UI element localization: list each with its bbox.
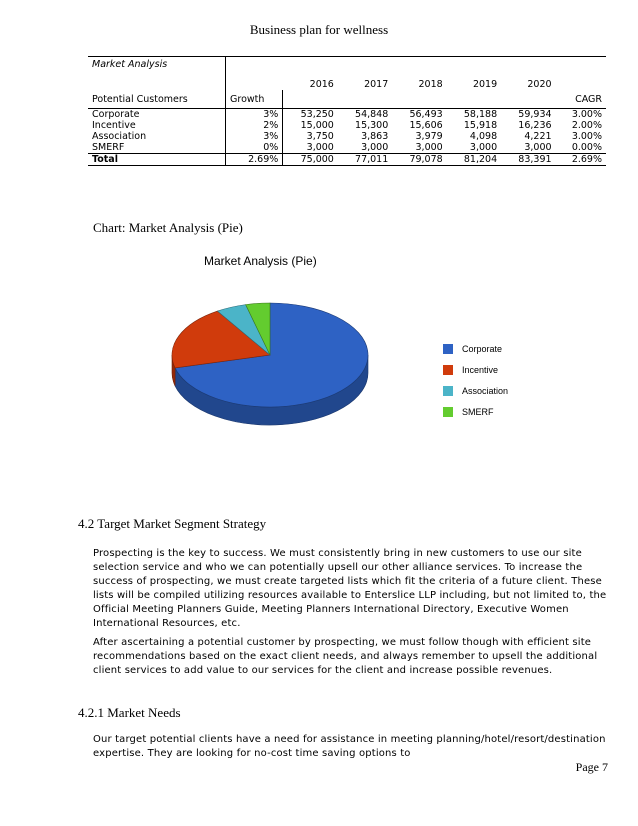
paragraph: After ascertaining a potential customer by prospecting, we must follow though with efficient site recommendations based on the exact client needs, and always remember to upsell the additional client services to add value to our services for the client and increase possible revenues. xyxy=(93,637,598,676)
row-value: 3,000 xyxy=(469,142,498,153)
legend-item xyxy=(443,359,508,380)
table-row xyxy=(88,109,606,121)
table-title: Market Analysis xyxy=(88,57,226,74)
total-growth: 2.69% xyxy=(226,154,283,166)
table-row xyxy=(88,131,606,142)
year-header: 2017 xyxy=(364,79,389,90)
row-value: 53,250 xyxy=(283,109,338,121)
row-value: 15,000 xyxy=(283,120,338,131)
table-total-row xyxy=(88,154,606,166)
legend-label: Corporate xyxy=(462,343,503,354)
row-value: 59,934 xyxy=(518,109,552,120)
total-value: 81,204 xyxy=(447,154,501,166)
row-cagr: 0.00% xyxy=(571,142,602,153)
row-growth: 3% xyxy=(226,131,283,142)
page-header-title: Business plan for wellness xyxy=(249,22,389,37)
row-value: 15,606 xyxy=(409,120,443,131)
year-header: 2016 xyxy=(309,79,334,90)
row-value: 4,098 xyxy=(469,131,498,142)
row-value: 15,300 xyxy=(355,120,389,131)
row-growth: 2% xyxy=(226,120,283,131)
total-label: Total xyxy=(88,154,226,166)
row-growth: 0% xyxy=(226,142,283,154)
total-value: 83,391 xyxy=(501,154,555,166)
row-value: 3,979 xyxy=(415,131,443,142)
row-value: 3,000 xyxy=(361,142,389,153)
col-cagr: CAGR xyxy=(556,90,606,109)
legend-swatch xyxy=(443,407,453,417)
total-value: 75,000 xyxy=(283,154,338,166)
chart-title: Market Analysis (Pie) xyxy=(204,254,317,268)
market-analysis-table xyxy=(88,56,606,166)
row-value: 3,750 xyxy=(283,131,338,142)
row-name: SMERF xyxy=(92,142,125,153)
total-value: 79,078 xyxy=(392,154,446,166)
table-row xyxy=(88,142,606,154)
row-cagr: 3.00% xyxy=(571,131,602,142)
row-value: 3,000 xyxy=(415,142,443,153)
legend-label: SMERF xyxy=(462,406,494,417)
section-heading-4-2-1: 4.2.1 Market Needs xyxy=(78,705,181,720)
row-cagr: 2.00% xyxy=(571,120,602,131)
row-value: 54,848 xyxy=(355,109,389,120)
pie-chart xyxy=(160,290,420,460)
year-header: 2020 xyxy=(527,79,552,90)
col-growth: Growth xyxy=(226,90,283,109)
row-value: 58,188 xyxy=(463,109,498,120)
legend-swatch xyxy=(443,344,453,354)
row-value: 15,918 xyxy=(463,120,498,131)
row-name: Incentive xyxy=(92,120,136,131)
legend-swatch xyxy=(443,365,453,375)
row-value: 16,236 xyxy=(518,120,552,131)
chart-legend xyxy=(443,338,508,422)
row-value: 3,000 xyxy=(283,142,338,154)
section-heading-4-2: 4.2 Target Market Segment Strategy xyxy=(78,516,267,531)
page-number: Page 7 xyxy=(575,760,608,774)
total-value: 77,011 xyxy=(338,154,392,166)
legend-label: Association xyxy=(462,385,509,396)
row-growth: 3% xyxy=(226,109,283,121)
total-cagr: 2.69% xyxy=(556,154,606,166)
legend-item xyxy=(443,380,508,401)
row-value: 3,000 xyxy=(524,142,552,153)
legend-label: Incentive xyxy=(462,364,499,375)
chart-caption: Chart: Market Analysis (Pie) xyxy=(93,220,243,235)
row-value: 3,863 xyxy=(361,131,389,142)
year-header: 2019 xyxy=(472,79,498,90)
legend-swatch xyxy=(443,386,453,396)
table-row xyxy=(88,120,606,131)
row-value: 56,493 xyxy=(409,109,443,120)
col-potential-customers: Potential Customers xyxy=(88,90,226,109)
legend-item xyxy=(443,338,508,359)
row-cagr: 3.00% xyxy=(571,109,602,120)
paragraph: Prospecting is the key to success. We must consistently bring in new customers to use our site selection service and who we can potentially upsell our other alliance services. To increase the success of prospecting, we must create targeted lists which fit the criteria of a future client. These lists will be compiled utilizing resources available to Enterslice LLP including, but not limited to, the Official Meeting Planners Guide, Meeting Planners International Directory, Executive Women International Resources, etc. xyxy=(93,548,607,629)
row-name: Corporate xyxy=(92,109,140,120)
paragraph: Our target potential clients have a need for assistance in meeting planning/hotel/resort/destination expertise. They are looking for no-cost time saving options to xyxy=(93,734,606,759)
year-header: 2018 xyxy=(418,79,443,90)
row-name: Association xyxy=(92,131,147,142)
row-value: 4,221 xyxy=(524,131,552,142)
legend-item xyxy=(443,401,508,422)
